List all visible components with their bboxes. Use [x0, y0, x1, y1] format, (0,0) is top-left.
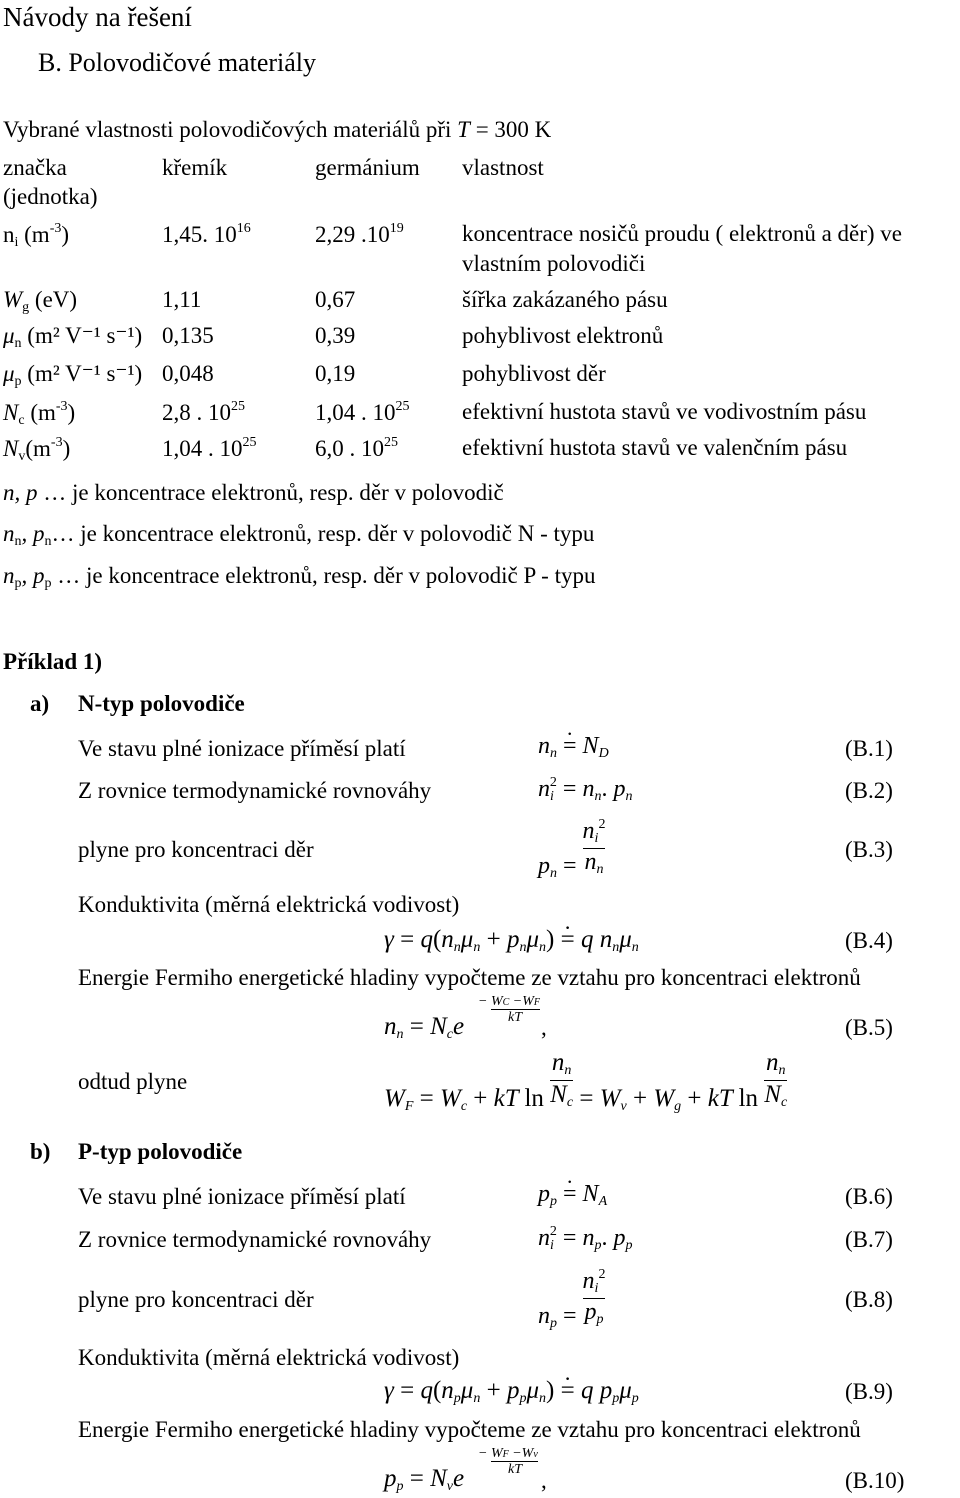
table-cell-desc: efektivní hustota stavů ve vodivostním pásu	[462, 399, 867, 424]
table-row-symbol: $N_c$ $(m^{-3})$	[3, 399, 76, 428]
text-line: Energie Fermiho energetické hladiny vypočteme ze vztahu pro koncentraci elektronů	[78, 965, 861, 990]
col-header-ge: germánium	[315, 155, 420, 180]
table-cell-desc: pohyblivost děr	[462, 361, 606, 386]
eq-number: (B.6)	[845, 1184, 893, 1209]
subsection-title-a: N-typ polovodiče	[78, 691, 245, 716]
eq-number: (B.5)	[845, 1015, 893, 1040]
table-cell-ge: 0,67	[315, 287, 356, 312]
table-row-symbol: $n_i$ $(m^{-3})$	[3, 221, 70, 250]
eq-number: (B.7)	[845, 1227, 893, 1252]
table-cell-ge: 1,04 . $10^{25}$	[315, 399, 410, 425]
table-row-symbol: $\mu_n$ (m² V⁻¹ s⁻¹)	[3, 323, 143, 351]
exponent-b10: − WF −Wv kT	[478, 1446, 538, 1477]
table-cell-si: 2,8 . $10^{25}$	[162, 399, 245, 425]
equation-b1: $n_n$ = · $N_D$	[538, 734, 609, 761]
table-cell-desc: šířka zakázaného pásu	[462, 287, 668, 312]
eq-number: (B.2)	[845, 778, 893, 803]
equation-b9: $\gamma = q(n_p\mu_n + p_p\mu_n)$ = · q $p_p\mu_p$	[384, 1378, 639, 1406]
table-cell-desc: koncentrace nosičů proudu ( elektronů a děr) ve	[462, 221, 903, 246]
table-cell-si: 1,11	[162, 287, 202, 312]
table-row-symbol: $W_g$ (eV)	[3, 287, 78, 315]
eq-number: (B.10)	[845, 1468, 905, 1493]
equation-b2: $n_i^2 = n_n$. $p_n$	[538, 775, 633, 804]
equation-b3: $p_n$ = $\frac{n_i^2}{n_n}$	[538, 817, 606, 882]
text-line: odtud plyne	[78, 1069, 188, 1094]
text-line: Konduktivita (měrná elektrická vodivost)	[78, 1345, 460, 1370]
note-line: $n_p$, $p_p$ … je koncentrace elektronů, resp. děr v polovodič P - typu	[3, 563, 596, 591]
equation-b5: $n_n = N_ce$	[384, 1013, 465, 1042]
equation-fermi-n: $W_F = W_c$ + kT ln $\frac{n_n}{N_c}$ = $W_v + W_g$ + kT ln $\frac{n_n}{N_c}$	[384, 1049, 788, 1114]
note-line: n, p … je koncentrace elektronů, resp. děr v polovodič	[3, 480, 504, 505]
eq-number: (B.1)	[845, 736, 893, 761]
page-title: Návody na řešení	[3, 2, 192, 32]
text-line: Energie Fermiho energetické hladiny vypočteme ze vztahu pro koncentraci elektronů	[78, 1417, 861, 1442]
equation-b7: $n_i^2 = n_p$. $p_p$	[538, 1224, 633, 1253]
equation-b4: $\gamma = q(n_n\mu_n + p_n\mu_n)$ = · q $n_n\mu_n$	[384, 927, 639, 955]
equation-b10: $p_p = N_ve$	[384, 1465, 465, 1494]
table-cell-si: 0,048	[162, 361, 214, 386]
col-header-si: křemík	[162, 155, 228, 180]
col-header-symbol: značka	[3, 155, 67, 180]
text-line: Ve stavu plné ionizace příměsí platí	[78, 1184, 406, 1209]
col-header-unit: (jednotka)	[3, 184, 98, 209]
text-line: plyne pro koncentraci děr	[78, 837, 314, 862]
equation-b6: $p_p$ = · $N_A$	[538, 1182, 607, 1209]
text-line: plyne pro koncentraci děr	[78, 1287, 314, 1312]
table-row-symbol: $\mu_p$ (m² V⁻¹ s⁻¹)	[3, 361, 143, 389]
text-line: Ve stavu plné ionizace příměsí platí	[78, 736, 406, 761]
table-caption: Vybrané vlastnosti polovodičových materiálů při T = 300 K	[3, 117, 552, 142]
text-line: Z rovnice termodynamické rovnováhy	[78, 778, 432, 803]
text-line: Z rovnice termodynamické rovnováhy	[78, 1227, 432, 1252]
comma: ,	[541, 1015, 547, 1040]
note-line: $n_n$, $p_n\dots$ je koncentrace elektronů, resp. děr v polovodič N - typu	[3, 521, 595, 549]
col-header-property: vlastnost	[462, 155, 544, 180]
table-cell-desc: efektivní hustota stavů ve valenčním pásu	[462, 435, 848, 460]
comma: ,	[541, 1468, 547, 1493]
table-cell-ge: 6,0 . $10^{25}$	[315, 435, 398, 461]
table-cell-desc: pohyblivost elektronů	[462, 323, 664, 348]
table-cell-ge: 2,29 $.10^{19}$	[315, 221, 404, 247]
table-cell-si: 0,135	[162, 323, 214, 348]
eq-number: (B.4)	[845, 928, 893, 953]
table-cell-desc-cont: vlastním polovodiči	[462, 251, 646, 276]
subsection-title-b: P-typ polovodiče	[78, 1139, 243, 1164]
table-cell-si: 1,45. $10^{16}$	[162, 221, 251, 247]
equation-b8: $n_p$ = $\frac{n_i^2}{p_p}$	[538, 1267, 606, 1332]
subsection-label-b: b)	[30, 1139, 51, 1164]
table-cell-ge: 0,19	[315, 361, 356, 386]
eq-number: (B.8)	[845, 1287, 893, 1312]
table-row-symbol: $N_v(m^{-3})$	[3, 435, 71, 464]
exponent-b5: − WC −WF kT	[478, 994, 541, 1025]
section-title: B. Polovodičové materiály	[38, 48, 317, 77]
eq-number: (B.9)	[845, 1379, 893, 1404]
table-cell-ge: 0,39	[315, 323, 356, 348]
example-title: Příklad 1)	[3, 649, 103, 674]
text-line: Konduktivita (měrná elektrická vodivost)	[78, 892, 460, 917]
eq-number: (B.3)	[845, 837, 893, 862]
table-cell-si: 1,04 . $10^{25}$	[162, 435, 257, 461]
subsection-label-a: a)	[30, 691, 50, 716]
